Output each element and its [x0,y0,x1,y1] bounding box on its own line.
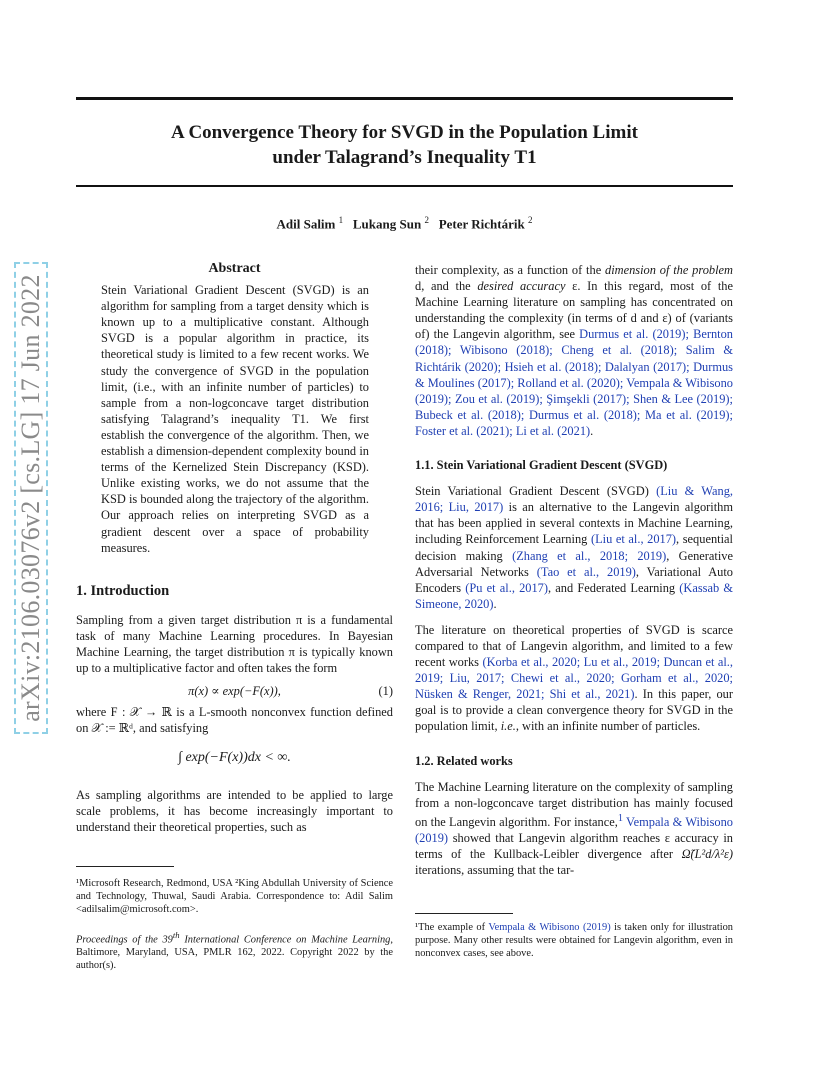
example-footnote [415,921,733,961]
abstract-heading: Abstract [208,261,261,276]
paper-title [76,120,733,170]
text-span: , Variational Auto Encoders [415,564,733,595]
citation-link[interactable]: (Kassab & Simeone, 2020) [415,580,734,611]
title-line-1: A Convergence Theory for SVGD in the Population Limit [171,122,638,143]
text-span: ¹The example of [415,922,489,933]
complexity-math: Ω̃(L²d/λ²ε) [681,847,733,862]
author-affil: 2 [424,215,429,225]
text-span: The literature on theoretical properties of SVGD is scarce compared to that of Langevin algorithm, and limited to a few recent works [415,622,733,670]
equation-1 [76,683,393,699]
abstract-text: Stein Variational Gradient Descent (SVGD) is an algorithm for sampling from a target density which is known up to a multiplicative constant. Although SVGD is a popular algorithm in practice, its theoretical study is limited to a few recent works. We study the convergence of SVGD in the population limit, (i.e., with an infinite number of particles) to sample from a non-logconcave target distribution satisfying Talagrand’s inequality T1. We first establish the convergence of the algorithm. Then, we establish a dimension-dependent complexity bound in terms of the Kernelized Stein Discrepancy (KSD). Unlike existing works, we do not assume that the KSD is bounded along the trajectory of the algorithm. Our approach relies on interpreting SVGD as a gradient descent over a space of probability measures. [101,283,369,555]
footnote-marker[interactable]: 1 [617,812,623,824]
complexity-paragraph [415,262,733,439]
title-rule-bottom [76,185,733,187]
citation-link[interactable]: (Pu et al., 2017) [465,580,549,595]
equation-2 [76,750,393,766]
text-span: d, and the [415,279,478,294]
arxiv-id: arXiv:2106.03076v2 [cs.LG] 17 Jun 2022 [16,274,45,722]
svgd-paragraph [415,483,733,612]
emphasis: dimension of the problem [605,263,734,277]
affiliation-footnote: ¹Microsoft Research, Redmond, USA ²King Abdullah University of Science and Technology, Thuwal, Saudi Arabia. Correspondence to: Adil Salim <adilsalim@microsoft.com>. [76,878,393,916]
author-affil: 1 [338,215,344,225]
text-span: is taken only for illustration purpose. Many other results were obtained for Langevin algorithm, even in nonconvex cases, see above. [415,922,734,960]
intro-paragraph: where F : 𝒳 → ℝ is a L-smooth nonconvex function defined on 𝒳 := ℝᵈ, and satisfying [76,705,393,736]
text-span: is an alternative to the Langevin algorithm that has been applied in several contexts in Machine Learning, including Reinforcement Learning [415,500,733,547]
text-span: , with an infinite number of particles. [515,719,701,734]
related-paragraph [415,779,733,879]
right-footnote-block [415,913,733,961]
arxiv-stamp[interactable] [14,262,48,734]
title-line-2: under Talagrand’s Inequality T1 [272,147,537,168]
citation-link[interactable]: (Korba et al., 2020; Lu et al., 2019; Duncan et al., 2019; Liu, 2017; Chewi et al., 2020; Gorham et al., 2020; Nüsken & Renger, 2021; Shi et al., 2021) [415,655,733,702]
subsection-heading-related: 1.2. Related works [415,753,513,768]
citation-link[interactable]: (Tao et al., 2019) [536,564,636,579]
proceedings-th: th [172,929,180,940]
equation-1-body: π(x) ∝ exp(−F(x)), [188,684,281,699]
section-heading-introduction: 1. Introduction [76,582,170,599]
citation-link[interactable]: Vempala & Wibisono (2019) [415,814,733,846]
emphasis: i.e. [500,719,516,734]
author-name: Lukang Sun [352,216,422,232]
text-span: iterations, assuming that the tar- [415,863,575,878]
affiliation-footnote-block [76,866,393,973]
footnote-rule [76,866,174,867]
text-span: Stein Variational Gradient Descent (SVGD) [415,484,657,499]
proceedings-venue: International Conference on Machine Learning [179,934,391,946]
text-span: , and Federated Learning [548,580,680,595]
citation-link[interactable]: (Zhang et al., 2018; 2019) [512,548,667,563]
citation-link[interactable]: (Liu et al., 2017) [590,532,677,547]
left-column [76,261,393,835]
intro-paragraph: As sampling algorithms are intended to be applied to large scale problems, it has become increasingly important to understand their theoretical properties, such as [76,787,393,834]
emphasis: desired accuracy [477,279,566,294]
intro-paragraph: Sampling from a given target distribution π is a fundamental task of many Machine Learning procedures. In Bayesian Machine Learning, the target distribution π is typically known up to a multiplicative factor and often takes the form [76,612,393,676]
right-column [415,262,733,878]
text-span: . [493,596,497,611]
proceedings-note [76,929,393,973]
footnote-rule [415,913,513,914]
title-rule-top [76,97,733,100]
author-name: Peter Richtárik [438,216,525,232]
equation-2-body: ∫ exp(−F(x))dx < ∞. [178,750,291,766]
citation-link[interactable]: (Liu & Wang, 2016; Liu, 2017) [415,484,733,515]
proceedings-prefix: Proceedings of the 39 [76,934,173,946]
text-span: . In this paper, our goal is to provide a clean convergence theory for SVGD in the population limit, [415,687,733,734]
text-span: their complexity, as a function of the [415,263,606,277]
subsection-heading-svgd: 1.1. Stein Variational Gradient Descent (SVGD) [415,458,668,473]
proceedings-suffix: , Baltimore, Maryland, USA, PMLR 162, 2022. Copyright 2022 by the author(s). [76,934,393,972]
author-name: Adil Salim [276,216,336,232]
equation-number: (1) [378,684,393,699]
text-span: , sequential decision making [415,532,733,563]
citation-link[interactable]: Durmus et al. (2019); Bernton (2018); Wibisono (2018); Cheng et al. (2018); Salim & Richtárik (2020); Hsieh et al. (2018); Dalalyan (2017); Durmus & Moulines (2017); Rolland et al. (2020); Vempala & Wibisono (2019); Zou et al. (2019); Şimşekli (2017); Shen & Lee (2019); Bubeck et al. (2018); Durmus et al. (2018); Ma et al. (2019); Foster et al. (2021); Li et al. (2021) [415,327,733,438]
text-span: , Generative Adversarial Networks [415,548,733,579]
theory-paragraph [415,622,733,735]
text-span: ε. In this regard, most of the Machine Learning literature on sampling has concentrated on understanding the complexity (in terms of d and ε) of (variants of) the Langevin algorithm, see [415,279,733,342]
author-list [76,215,733,232]
text-span: showed that Langevin algorithm reaches ε accuracy in terms of the Kullback-Leibler divergence after [415,831,733,862]
citation-link[interactable]: Vempala & Wibisono (2019) [488,922,611,933]
text-span: The Machine Learning literature on the complexity of sampling from a non-logconcave target distribution has mainly focused on the Langevin algorithm. For instance, [415,779,733,829]
author-affil: 2 [527,215,533,225]
text-span: . [590,423,594,438]
